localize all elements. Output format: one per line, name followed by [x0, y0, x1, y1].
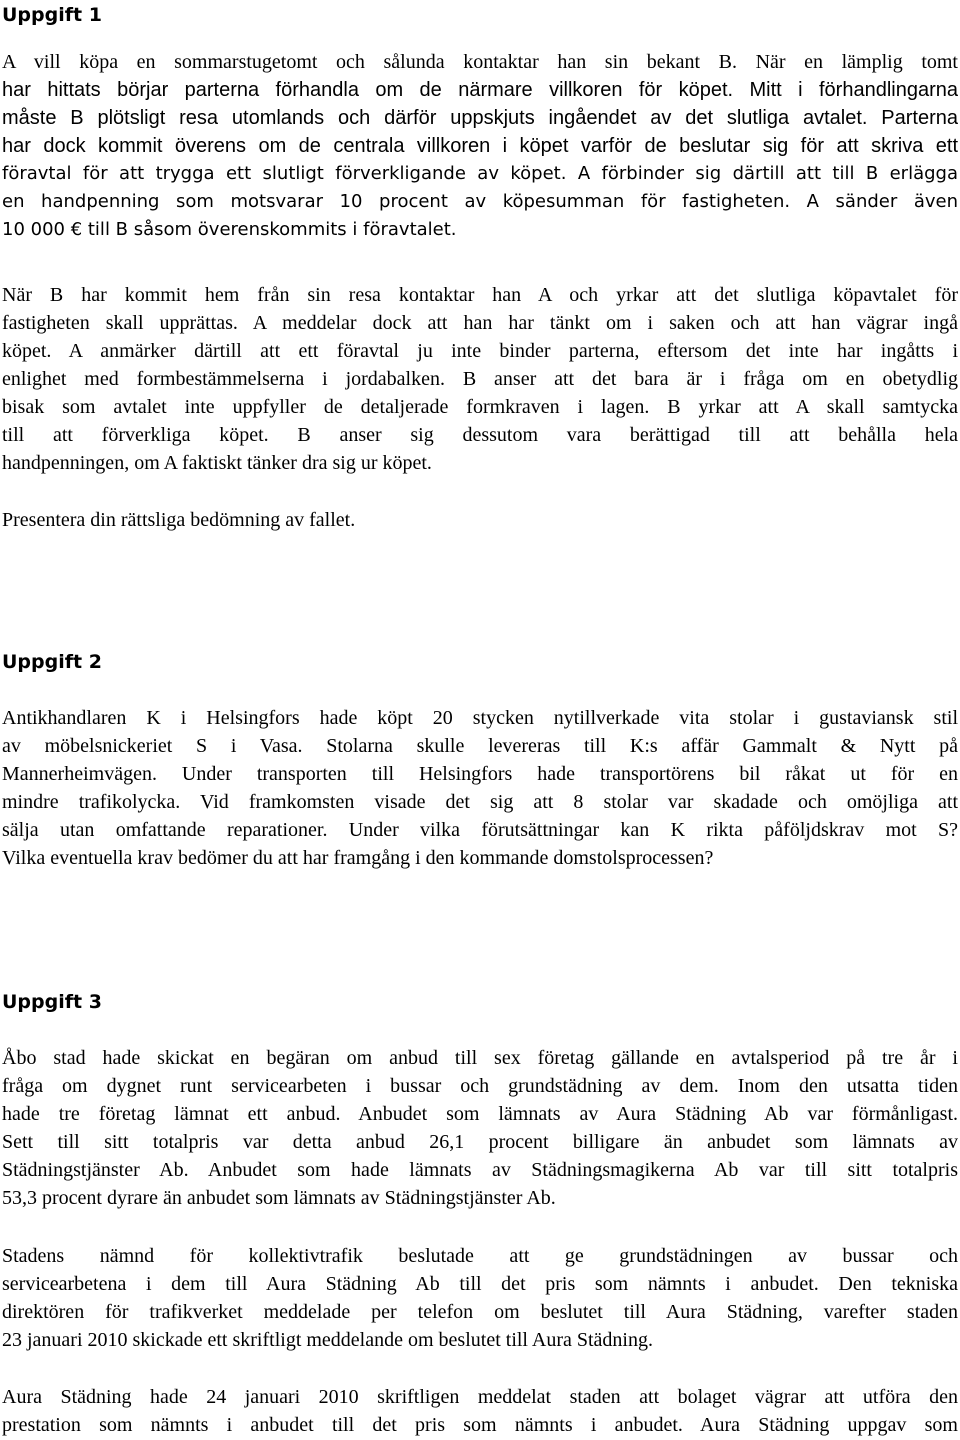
text-line: har hittats börjar parterna förhandla om de närmare villkoren för köpet. Mitt i förhandlingarna — [2, 79, 958, 101]
section-heading: Uppgift 1 — [2, 4, 102, 26]
paragraph — [2, 48, 958, 244]
text-line: köpet. A anmärker därtill att ett föravtal ju inte binder parterna, eftersom det inte har ingåtts i — [2, 340, 958, 362]
text-line: När B har kommit hem från sin resa kontaktar han A och yrkar att det slutliga köpavtalet för — [2, 284, 958, 306]
text-line: Sett till sitt totalpris var detta anbud 26,1 procent billigare än anbudet som lämnats av — [2, 1131, 958, 1153]
text-line: Mannerheimvägen. Under transporten till Helsingfors hade transportörens bil råkat ut för en — [2, 763, 958, 785]
text-line: sälja utan omfattande reparationer. Under vilka förutsättningar kan K rikta påföljdskrav mot S? — [2, 819, 958, 841]
section-heading: Uppgift 2 — [2, 651, 102, 673]
text-line: av möbelsnickeriet S i Vasa. Stolarna skulle levereras till K:s affär Gammalt & Nytt på — [2, 735, 958, 757]
text-line: har dock kommit överens om de centrala villkoren i köpet varför de beslutar sig för att skriva ett — [2, 135, 958, 157]
text-line: till att förverkliga köpet. B anser sig dessutom vara berättigad till att behålla hela — [2, 424, 958, 446]
text-line: hade tre företag lämnat ett anbud. Anbudet som lämnats av Aura Städning Ab var förmånligast. — [2, 1103, 958, 1125]
text-line: Stadens nämnd för kollektivtrafik beslutade att ge grundstädningen av bussar och — [2, 1245, 958, 1267]
text-line: mindre trafikolycka. Vid framkomsten visade det sig att 8 stolar var skadade och omöjliga att — [2, 791, 958, 813]
text-line: prestation som nämnts i anbudet till det pris som nämnts i anbudet. Aura Städning uppgav som — [2, 1414, 958, 1436]
text-line: Städningstjänster Ab. Anbudet som hade lämnats av Städningsmagikerna Ab var till sitt totalpris — [2, 1159, 958, 1181]
text-line: Antikhandlaren K i Helsingfors hade köpt 20 stycken nytillverkade vita stolar i gustaviansk stil — [2, 707, 958, 729]
text-line: en handpenning som motsvarar 10 procent av köpesumman för fastigheten. A sänder även — [2, 191, 958, 212]
section-heading: Uppgift 3 — [2, 991, 102, 1013]
paragraph — [2, 506, 958, 534]
text-line: fastigheten skall upprättas. A meddelar dock att han har tänkt om i saken och att han vägrar ingå — [2, 312, 958, 334]
text-line: 10 000 € till B såsom överenskommits i föravtalet. — [2, 219, 457, 240]
text-line: Vilka eventuella krav bedömer du att har framgång i den kommande domstolsprocessen? — [2, 847, 714, 869]
text-line: fråga om dygnet runt servicearbeten i bussar och grundstädning av dem. Inom den utsatta tiden — [2, 1075, 958, 1097]
paragraph — [2, 1383, 958, 1439]
paragraph — [2, 1242, 958, 1354]
text-line: enlighet med formbestämmelserna i jordabalken. B anser att det bara är i fråga om en obetydlig — [2, 368, 958, 390]
text-line: måste B plötsligt resa utomlands och därför uppskjuts ingåendet av det slutliga avtalet. Parterna — [2, 107, 958, 129]
text-line: föravtal för att trygga ett slutligt förverkligande av köpet. A förbinder sig därtill att till B erlägga — [2, 163, 958, 184]
text-line: Aura Städning hade 24 januari 2010 skriftligen meddelat staden att bolaget vägrar att utföra den — [2, 1386, 958, 1408]
text-line: 23 januari 2010 skickade ett skriftligt meddelande om beslutet till Aura Städning. — [2, 1329, 653, 1351]
paragraph — [2, 1044, 958, 1212]
paragraph — [2, 704, 958, 872]
text-line: servicearbetena i dem till Aura Städning Ab till det pris som nämnts i anbudet. Den tekniska — [2, 1273, 958, 1295]
text-line: A vill köpa en sommarstugetomt och sålunda kontaktar han sin bekant B. När en lämplig tomt — [2, 51, 958, 73]
text-line: bisak som avtalet inte uppfyller de detaljerade formkraven i lagen. B yrkar att A skall samtycka — [2, 396, 958, 418]
text-line: 53,3 procent dyrare än anbudet som lämnats av Städningstjänster Ab. — [2, 1187, 556, 1209]
text-line: Presentera din rättsliga bedömning av fallet. — [2, 509, 356, 531]
paragraph — [2, 281, 958, 477]
text-line: Åbo stad hade skickat en begäran om anbud till sex företag gällande en avtalsperiod på tre år i — [2, 1047, 958, 1069]
text-line: direktören för trafikverket meddelade per telefon om beslutet till Aura Städning, varefter staden — [2, 1301, 958, 1323]
text-line: handpenningen, om A faktiskt tänker dra sig ur köpet. — [2, 452, 432, 474]
